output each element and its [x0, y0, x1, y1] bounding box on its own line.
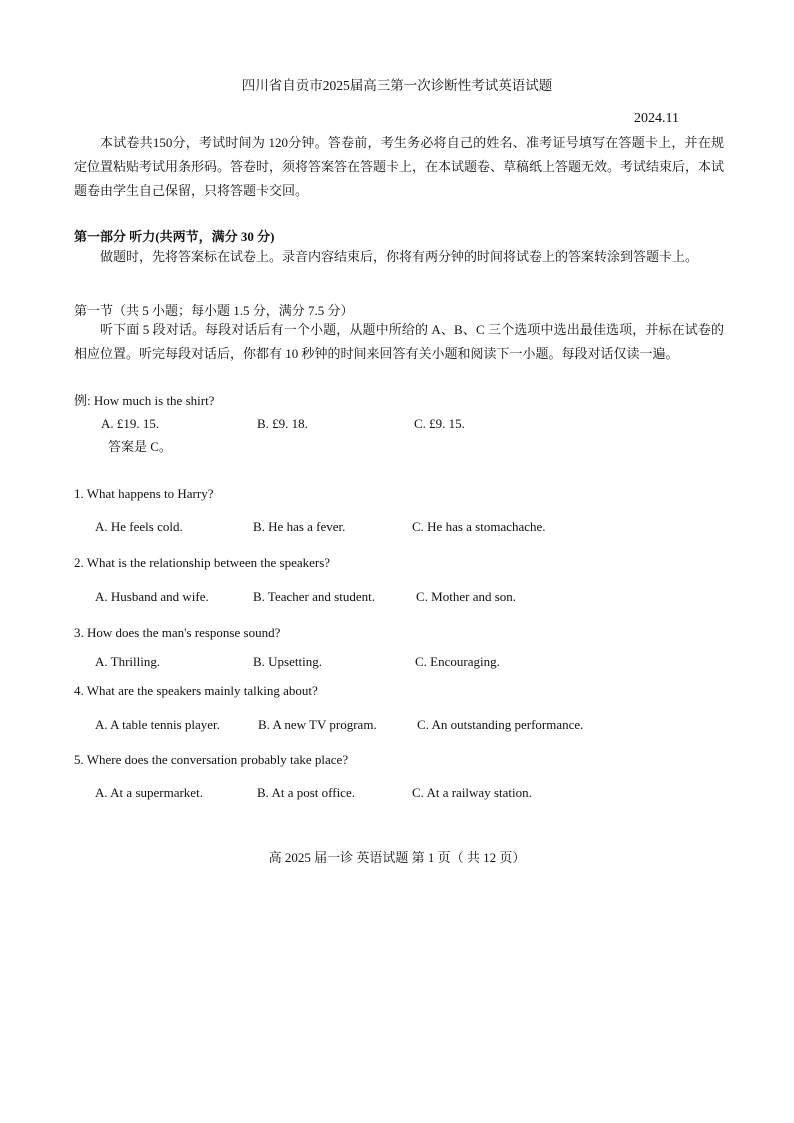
question-3: 3. How does the man's response sound? — [74, 625, 281, 640]
example-question: 例: How much is the shirt? — [74, 393, 215, 408]
question-1: 1. What happens to Harry? — [74, 486, 214, 501]
q1-option-c: C. He has a stomachache. — [412, 519, 546, 534]
q4-option-b: B. A new TV program. — [258, 717, 377, 732]
q2-option-a: A. Husband and wife. — [95, 589, 209, 604]
q5-option-a: A. At a supermarket. — [95, 785, 203, 800]
question-5: 5. Where does the conversation probably take place? — [74, 752, 349, 767]
page-title: 四川省自贡市2025届高三第一次诊断性考试英语试题 — [241, 78, 553, 93]
page-footer: 高 2025 届一诊 英语试题 第 1 页（ 共 12 页） — [268, 850, 526, 865]
q3-option-c: C. Encouraging. — [415, 654, 500, 669]
q5-option-b: B. At a post office. — [257, 785, 355, 800]
example-option-a: A. £19. 15. — [101, 416, 160, 431]
q2-option-c: C. Mother and son. — [416, 589, 517, 604]
q5-option-c: C. At a railway station. — [412, 785, 532, 800]
exam-date: 2024.11 — [634, 111, 679, 126]
q1-option-b: B. He has a fever. — [253, 519, 346, 534]
q2-option-b: B. Teacher and student. — [253, 589, 375, 604]
q3-option-a: A. Thrilling. — [95, 654, 161, 669]
part1-instruction: 做题时，先将答案标在试卷上。录音内容结束后，你将有两分钟的时间将试卷上的答案转涂到答题卡上。 — [100, 249, 699, 264]
example-option-c: C. £9. 15. — [414, 416, 465, 431]
section1-instruction: 听下面 5 段对话。每段对话后有一个小题，从题中所给的 A、B、C 三个选项中选出最佳选项，并标在试卷的相应位置。听完每段对话后，你都有 10 秒钟的时间来回答有关小题和阅读下一小题。每段对话仅读一遍。 — [74, 322, 724, 361]
example-option-b: B. £9. 18. — [257, 416, 308, 431]
intro-paragraph: 本试卷共150分，考试时间为 120分钟。答卷前，考生务必将自己的姓名、准考证号填写在答题卡上，并在规定位置粘贴考试用条形码。答卷时，须将答案答在答题卡上，在本试题卷、草稿纸上答题无效。考试结束后，本试题卷由学生自己保留，只将答题卡交回。 — [74, 135, 725, 198]
q4-option-a: A. A table tennis player. — [95, 717, 220, 732]
q1-option-a: A. He feels cold. — [95, 519, 183, 534]
q4-option-c: C. An outstanding performance. — [417, 717, 584, 732]
q3-option-b: B. Upsetting. — [253, 654, 322, 669]
question-4: 4. What are the speakers mainly talking about? — [74, 683, 318, 698]
example-answer: 答案是 C。 — [108, 439, 172, 454]
question-2: 2. What is the relationship between the speakers? — [74, 555, 331, 570]
part1-heading: 第一部分 听力(共两节，满分 30 分) — [74, 229, 275, 244]
section1-heading: 第一节（共 5 小题；每小题 1.5 分，满分 7.5 分） — [74, 303, 354, 318]
